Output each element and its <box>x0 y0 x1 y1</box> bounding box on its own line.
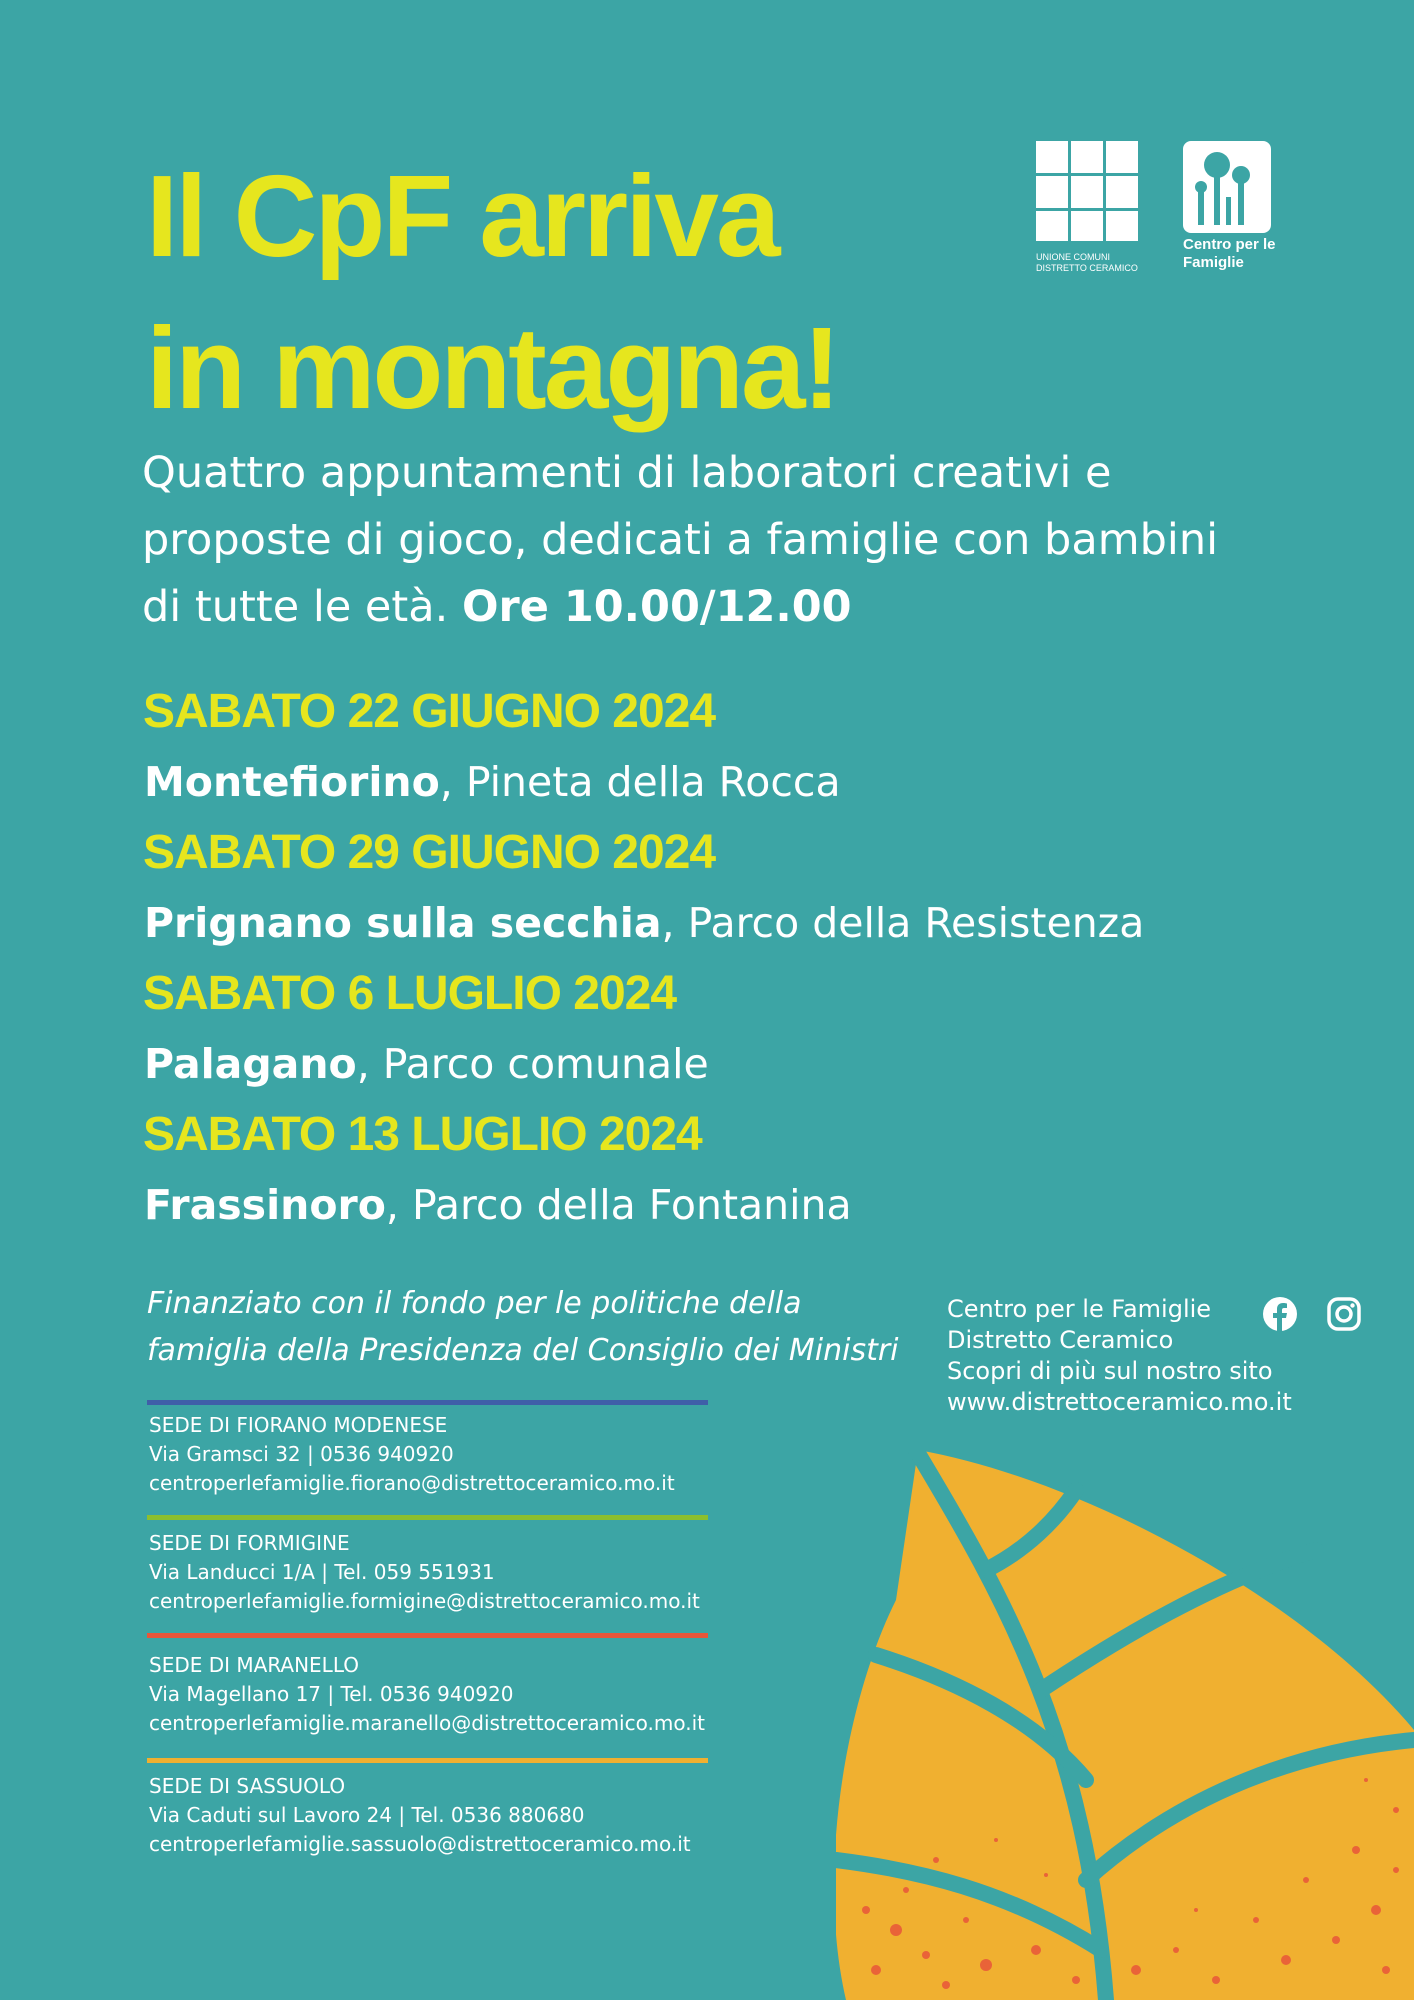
sede-address: Via Landucci 1/A | Tel. 059 551931 <box>149 1560 495 1584</box>
sede-block <box>149 1772 691 1859</box>
event-location: , Parco della Resistenza <box>661 899 1145 947</box>
contact-line2: Distretto Ceramico <box>947 1326 1174 1354</box>
sede-divider <box>147 1400 708 1405</box>
page-title-line2: in montagna! <box>146 303 839 433</box>
event-place <box>144 758 841 806</box>
event-location: , Parco comunale <box>356 1040 709 1088</box>
intro-text: Quattro appuntamenti di laboratori creativi e proposte di gioco, dedicati a famiglie con bambini di tutte le età. <box>142 448 1219 632</box>
contact-line3: Scopri di più sul nostro sito <box>947 1357 1273 1385</box>
event-date: SABATO 6 LUGLIO 2024 <box>143 967 677 1020</box>
contact-line1: Centro per le Famiglie <box>947 1295 1212 1323</box>
cpf-logo-line1: Centro per le <box>1183 236 1276 253</box>
sede-address: Via Magellano 17 | Tel. 0536 940920 <box>149 1682 514 1706</box>
sede-name: SEDE DI SASSUOLO <box>149 1774 346 1798</box>
instagram-icon[interactable] <box>1326 1296 1362 1332</box>
sede-email[interactable]: centroperlefamiglie.fiorano@distrettoceramico.mo.it <box>149 1471 675 1495</box>
sede-name: SEDE DI FIORANO MODENESE <box>149 1413 448 1437</box>
event-place <box>144 1040 709 1088</box>
unione-logo-line2: DISTRETTO CERAMICO <box>1036 263 1138 273</box>
event-date: SABATO 29 GIUGNO 2024 <box>143 826 716 879</box>
funding-line2: famiglia della Presidenza del Consiglio dei Ministri <box>147 1333 899 1368</box>
page-title-line1: Il CpF arriva <box>146 151 778 281</box>
sede-divider <box>147 1633 708 1638</box>
sede-divider <box>147 1515 708 1520</box>
funding-note <box>147 1280 927 1374</box>
event-place <box>144 1181 852 1229</box>
unione-comuni-logo <box>1036 141 1138 273</box>
sede-email[interactable]: centroperlefamiglie.maranello@distrettoceramico.mo.it <box>149 1711 705 1735</box>
event-place <box>144 899 1145 947</box>
facebook-icon[interactable] <box>1262 1296 1298 1332</box>
contact-website[interactable]: www.distrettoceramico.mo.it <box>947 1388 1292 1416</box>
event-location: , Parco della Fontanina <box>385 1181 852 1229</box>
sede-address: Via Caduti sul Lavoro 24 | Tel. 0536 880680 <box>149 1803 585 1827</box>
sede-block <box>149 1529 700 1616</box>
contact-block <box>947 1294 1292 1418</box>
event-town: Frassinoro <box>144 1181 386 1229</box>
event-town: Palagano <box>144 1040 357 1088</box>
intro-paragraph <box>142 440 1262 641</box>
sede-name: SEDE DI MARANELLO <box>149 1653 359 1677</box>
leaf-decoration <box>836 1450 1414 2000</box>
event-date: SABATO 13 LUGLIO 2024 <box>143 1108 702 1161</box>
event-location: , Pineta della Rocca <box>439 758 841 806</box>
sede-block <box>149 1411 675 1498</box>
sede-address: Via Gramsci 32 | 0536 940920 <box>149 1442 454 1466</box>
sede-block <box>149 1651 705 1738</box>
sede-email[interactable]: centroperlefamiglie.sassuolo@distrettoceramico.mo.it <box>149 1832 691 1856</box>
sede-divider <box>147 1758 708 1763</box>
intro-hours: Ore 10.00/12.00 <box>461 582 852 632</box>
event-town: Montefiorino <box>144 758 440 806</box>
funding-line1: Finanziato con il fondo per le politiche della <box>147 1286 802 1321</box>
sede-email[interactable]: centroperlefamiglie.formigine@distrettoceramico.mo.it <box>149 1589 700 1613</box>
event-town: Prignano sulla secchia <box>144 899 662 947</box>
unione-logo-line1: UNIONE COMUNI <box>1036 252 1110 262</box>
cpf-logo-line2: Famiglie <box>1183 254 1244 271</box>
centro-famiglie-logo <box>1183 141 1276 271</box>
sede-name: SEDE DI FORMIGINE <box>149 1531 350 1555</box>
header-logos <box>1036 141 1276 276</box>
event-date: SABATO 22 GIUGNO 2024 <box>143 685 716 738</box>
